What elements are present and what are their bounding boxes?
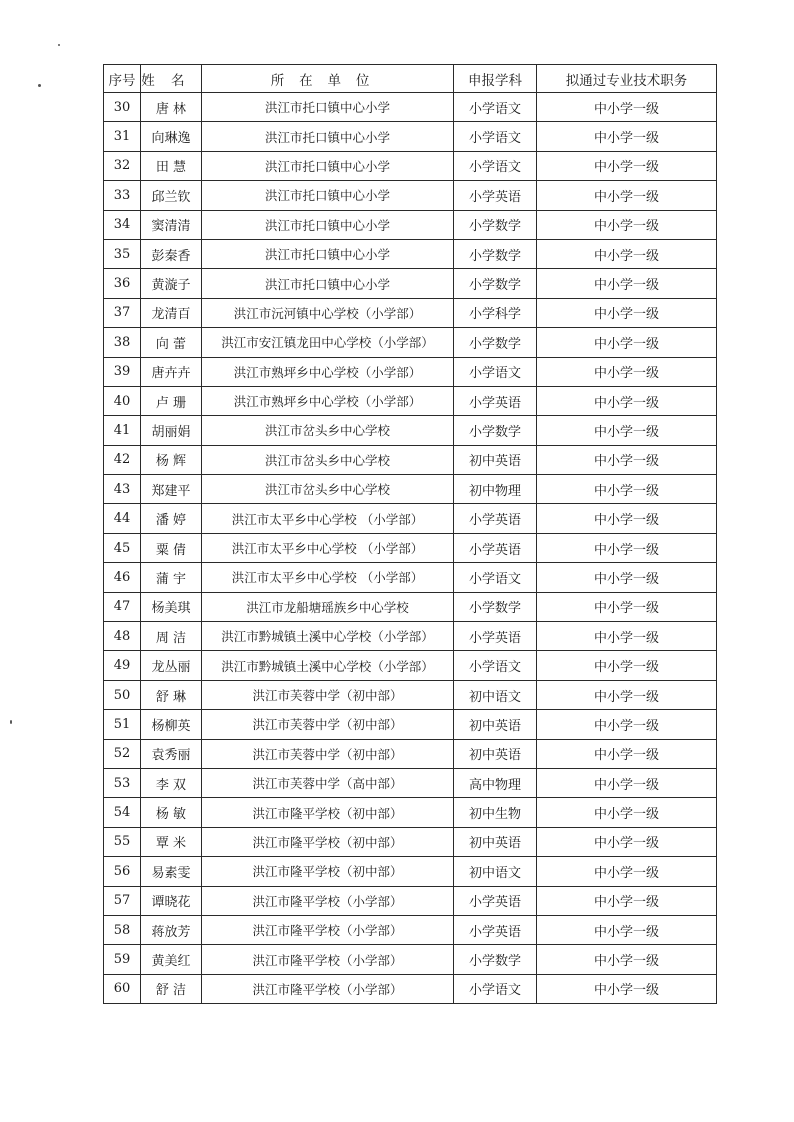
cell-subject: 小学语文: [454, 122, 537, 151]
cell-subject: 小学语文: [454, 651, 537, 680]
table-row: [104, 563, 717, 592]
cell-no: 43: [104, 475, 141, 504]
cell-name: 唐卉卉: [141, 357, 202, 386]
cell-no: 37: [104, 298, 141, 327]
table-row: [104, 857, 717, 886]
cell-subject: 初中英语: [454, 710, 537, 739]
cell-unit: 洪江市太平乡中心学校 （小学部）: [202, 563, 454, 592]
cell-title: 中小学一级: [537, 974, 717, 1003]
cell-title: 中小学一级: [537, 328, 717, 357]
cell-no: 39: [104, 357, 141, 386]
cell-name: 龙丛丽: [141, 651, 202, 680]
cell-unit: 洪江市岔头乡中心学校: [202, 416, 454, 445]
cell-no: 36: [104, 269, 141, 298]
cell-unit: 洪江市芙蓉中学（初中部）: [202, 680, 454, 709]
cell-name: 杨柳英: [141, 710, 202, 739]
table-row: [104, 475, 717, 504]
cell-unit: 洪江市岔头乡中心学校: [202, 445, 454, 474]
table-row: [104, 915, 717, 944]
cell-no: 31: [104, 122, 141, 151]
table-row: [104, 651, 717, 680]
cell-name: 彭秦香: [141, 239, 202, 268]
cell-unit: 洪江市芙蓉中学（高中部）: [202, 768, 454, 797]
table-row: [104, 680, 717, 709]
cell-no: 59: [104, 945, 141, 974]
cell-unit: 洪江市龙船塘瑶族乡中心学校: [202, 592, 454, 621]
cell-unit: 洪江市太平乡中心学校 （小学部）: [202, 504, 454, 533]
table-row: [104, 328, 717, 357]
cell-title: 中小学一级: [537, 122, 717, 151]
cell-title: 中小学一级: [537, 210, 717, 239]
cell-name: 杨美琪: [141, 592, 202, 621]
cell-name: 郑建平: [141, 475, 202, 504]
cell-unit: 洪江市黔城镇土溪中心学校（小学部）: [202, 651, 454, 680]
header-title: 拟通过专业技术职务: [537, 65, 717, 93]
cell-subject: 小学英语: [454, 886, 537, 915]
cell-no: 53: [104, 768, 141, 797]
cell-subject: 小学英语: [454, 181, 537, 210]
table-row: [104, 533, 717, 562]
cell-title: 中小学一级: [537, 563, 717, 592]
cell-no: 38: [104, 328, 141, 357]
cell-name: 粟 倩: [141, 533, 202, 562]
scan-speck: [10, 720, 12, 724]
cell-name: 李 双: [141, 768, 202, 797]
table-row: [104, 592, 717, 621]
cell-unit: 洪江市托口镇中心小学: [202, 181, 454, 210]
cell-title: 中小学一级: [537, 239, 717, 268]
cell-title: 中小学一级: [537, 445, 717, 474]
cell-subject: 初中生物: [454, 798, 537, 827]
cell-unit: 洪江市托口镇中心小学: [202, 122, 454, 151]
cell-name: 蒲 宇: [141, 563, 202, 592]
header-name: 姓名: [141, 65, 202, 93]
cell-subject: 小学语文: [454, 93, 537, 122]
cell-name: 杨 辉: [141, 445, 202, 474]
cell-subject: 小学英语: [454, 504, 537, 533]
table-row: [104, 416, 717, 445]
cell-name: 向琳逸: [141, 122, 202, 151]
cell-title: 中小学一级: [537, 768, 717, 797]
cell-subject: 小学英语: [454, 622, 537, 651]
table-row: [104, 298, 717, 327]
cell-no: 35: [104, 239, 141, 268]
cell-title: 中小学一级: [537, 533, 717, 562]
cell-title: 中小学一级: [537, 475, 717, 504]
cell-name: 胡丽娟: [141, 416, 202, 445]
cell-subject: 初中语文: [454, 680, 537, 709]
cell-unit: 洪江市岔头乡中心学校: [202, 475, 454, 504]
cell-title: 中小学一级: [537, 798, 717, 827]
cell-no: 30: [104, 93, 141, 122]
cell-name: 潘 婷: [141, 504, 202, 533]
cell-name: 杨 敏: [141, 798, 202, 827]
header-no: 序号: [104, 65, 141, 93]
cell-name: 黄漩子: [141, 269, 202, 298]
table-row: [104, 93, 717, 122]
table-row: [104, 974, 717, 1003]
header-unit: 所在单位: [202, 65, 454, 93]
cell-title: 中小学一级: [537, 739, 717, 768]
cell-unit: 洪江市托口镇中心小学: [202, 210, 454, 239]
cell-no: 50: [104, 680, 141, 709]
cell-name: 周 洁: [141, 622, 202, 651]
cell-title: 中小学一级: [537, 504, 717, 533]
cell-name: 唐 林: [141, 93, 202, 122]
cell-title: 中小学一级: [537, 622, 717, 651]
cell-no: 60: [104, 974, 141, 1003]
table-row: [104, 386, 717, 415]
cell-subject: 初中英语: [454, 739, 537, 768]
table-row: [104, 269, 717, 298]
cell-subject: 高中物理: [454, 768, 537, 797]
personnel-table: [103, 64, 717, 1004]
cell-title: 中小学一级: [537, 298, 717, 327]
cell-unit: 洪江市隆平学校（小学部）: [202, 945, 454, 974]
cell-name: 蒋放芳: [141, 915, 202, 944]
table-row: [104, 239, 717, 268]
cell-subject: 小学英语: [454, 533, 537, 562]
cell-unit: 洪江市芙蓉中学（初中部）: [202, 739, 454, 768]
cell-unit: 洪江市太平乡中心学校 （小学部）: [202, 533, 454, 562]
table-row: [104, 445, 717, 474]
cell-no: 41: [104, 416, 141, 445]
cell-subject: 初中英语: [454, 827, 537, 856]
cell-no: 55: [104, 827, 141, 856]
cell-name: 窦清清: [141, 210, 202, 239]
cell-title: 中小学一级: [537, 827, 717, 856]
cell-subject: 小学数学: [454, 269, 537, 298]
cell-unit: 洪江市隆平学校（小学部）: [202, 974, 454, 1003]
cell-no: 46: [104, 563, 141, 592]
cell-unit: 洪江市隆平学校（小学部）: [202, 886, 454, 915]
cell-name: 覃 米: [141, 827, 202, 856]
table-row: [104, 210, 717, 239]
cell-subject: 小学数学: [454, 945, 537, 974]
cell-subject: 小学数学: [454, 210, 537, 239]
table-row: [104, 827, 717, 856]
table-row: [104, 622, 717, 651]
table-row: [104, 122, 717, 151]
cell-no: 58: [104, 915, 141, 944]
cell-name: 舒 洁: [141, 974, 202, 1003]
cell-title: 中小学一级: [537, 181, 717, 210]
cell-no: 49: [104, 651, 141, 680]
table-row: [104, 151, 717, 180]
table-row: [104, 504, 717, 533]
cell-name: 田 慧: [141, 151, 202, 180]
cell-no: 44: [104, 504, 141, 533]
cell-unit: 洪江市安江镇龙田中心学校（小学部）: [202, 328, 454, 357]
table-row: [104, 945, 717, 974]
cell-unit: 洪江市黔城镇土溪中心学校（小学部）: [202, 622, 454, 651]
table-row: [104, 798, 717, 827]
cell-title: 中小学一级: [537, 592, 717, 621]
table-row: [104, 181, 717, 210]
cell-name: 谭晓花: [141, 886, 202, 915]
cell-name: 卢 珊: [141, 386, 202, 415]
cell-subject: 小学数学: [454, 328, 537, 357]
cell-unit: 洪江市芙蓉中学（初中部）: [202, 710, 454, 739]
cell-unit: 洪江市隆平学校（小学部）: [202, 915, 454, 944]
cell-title: 中小学一级: [537, 386, 717, 415]
cell-no: 45: [104, 533, 141, 562]
cell-subject: 小学语文: [454, 151, 537, 180]
cell-unit: 洪江市隆平学校（初中部）: [202, 827, 454, 856]
cell-unit: 洪江市托口镇中心小学: [202, 93, 454, 122]
scan-speck: [58, 44, 60, 46]
cell-title: 中小学一级: [537, 651, 717, 680]
cell-title: 中小学一级: [537, 151, 717, 180]
cell-unit: 洪江市托口镇中心小学: [202, 269, 454, 298]
cell-unit: 洪江市熟坪乡中心学校（小学部）: [202, 386, 454, 415]
cell-title: 中小学一级: [537, 915, 717, 944]
cell-name: 龙清百: [141, 298, 202, 327]
cell-title: 中小学一级: [537, 93, 717, 122]
scan-speck: [38, 84, 41, 87]
cell-subject: 小学数学: [454, 592, 537, 621]
table-row: [104, 886, 717, 915]
table-row: [104, 710, 717, 739]
cell-title: 中小学一级: [537, 269, 717, 298]
cell-title: 中小学一级: [537, 945, 717, 974]
cell-title: 中小学一级: [537, 416, 717, 445]
cell-no: 48: [104, 622, 141, 651]
cell-no: 51: [104, 710, 141, 739]
cell-name: 邱兰钦: [141, 181, 202, 210]
cell-no: 52: [104, 739, 141, 768]
cell-subject: 初中语文: [454, 857, 537, 886]
cell-name: 向 蕾: [141, 328, 202, 357]
cell-subject: 初中英语: [454, 445, 537, 474]
cell-title: 中小学一级: [537, 886, 717, 915]
cell-title: 中小学一级: [537, 357, 717, 386]
cell-title: 中小学一级: [537, 710, 717, 739]
cell-unit: 洪江市熟坪乡中心学校（小学部）: [202, 357, 454, 386]
cell-no: 54: [104, 798, 141, 827]
header-subject: 申报学科: [454, 65, 537, 93]
cell-unit: 洪江市托口镇中心小学: [202, 151, 454, 180]
cell-name: 易素雯: [141, 857, 202, 886]
cell-unit: 洪江市沅河镇中心学校（小学部）: [202, 298, 454, 327]
cell-no: 42: [104, 445, 141, 474]
cell-name: 舒 琳: [141, 680, 202, 709]
cell-subject: 小学语文: [454, 563, 537, 592]
cell-subject: 小学英语: [454, 915, 537, 944]
cell-subject: 小学语文: [454, 974, 537, 1003]
cell-title: 中小学一级: [537, 857, 717, 886]
cell-name: 袁秀丽: [141, 739, 202, 768]
cell-subject: 小学数学: [454, 239, 537, 268]
cell-subject: 小学语文: [454, 357, 537, 386]
table-row: [104, 739, 717, 768]
table-row: [104, 768, 717, 797]
cell-no: 40: [104, 386, 141, 415]
cell-no: 57: [104, 886, 141, 915]
cell-subject: 小学英语: [454, 386, 537, 415]
table-header-row: [104, 65, 717, 93]
cell-no: 33: [104, 181, 141, 210]
cell-subject: 小学数学: [454, 416, 537, 445]
cell-unit: 洪江市托口镇中心小学: [202, 239, 454, 268]
cell-subject: 初中物理: [454, 475, 537, 504]
cell-unit: 洪江市隆平学校（初中部）: [202, 798, 454, 827]
cell-no: 32: [104, 151, 141, 180]
cell-name: 黄美红: [141, 945, 202, 974]
cell-unit: 洪江市隆平学校（初中部）: [202, 857, 454, 886]
cell-no: 34: [104, 210, 141, 239]
cell-title: 中小学一级: [537, 680, 717, 709]
cell-subject: 小学科学: [454, 298, 537, 327]
table-row: [104, 357, 717, 386]
cell-no: 47: [104, 592, 141, 621]
cell-no: 56: [104, 857, 141, 886]
